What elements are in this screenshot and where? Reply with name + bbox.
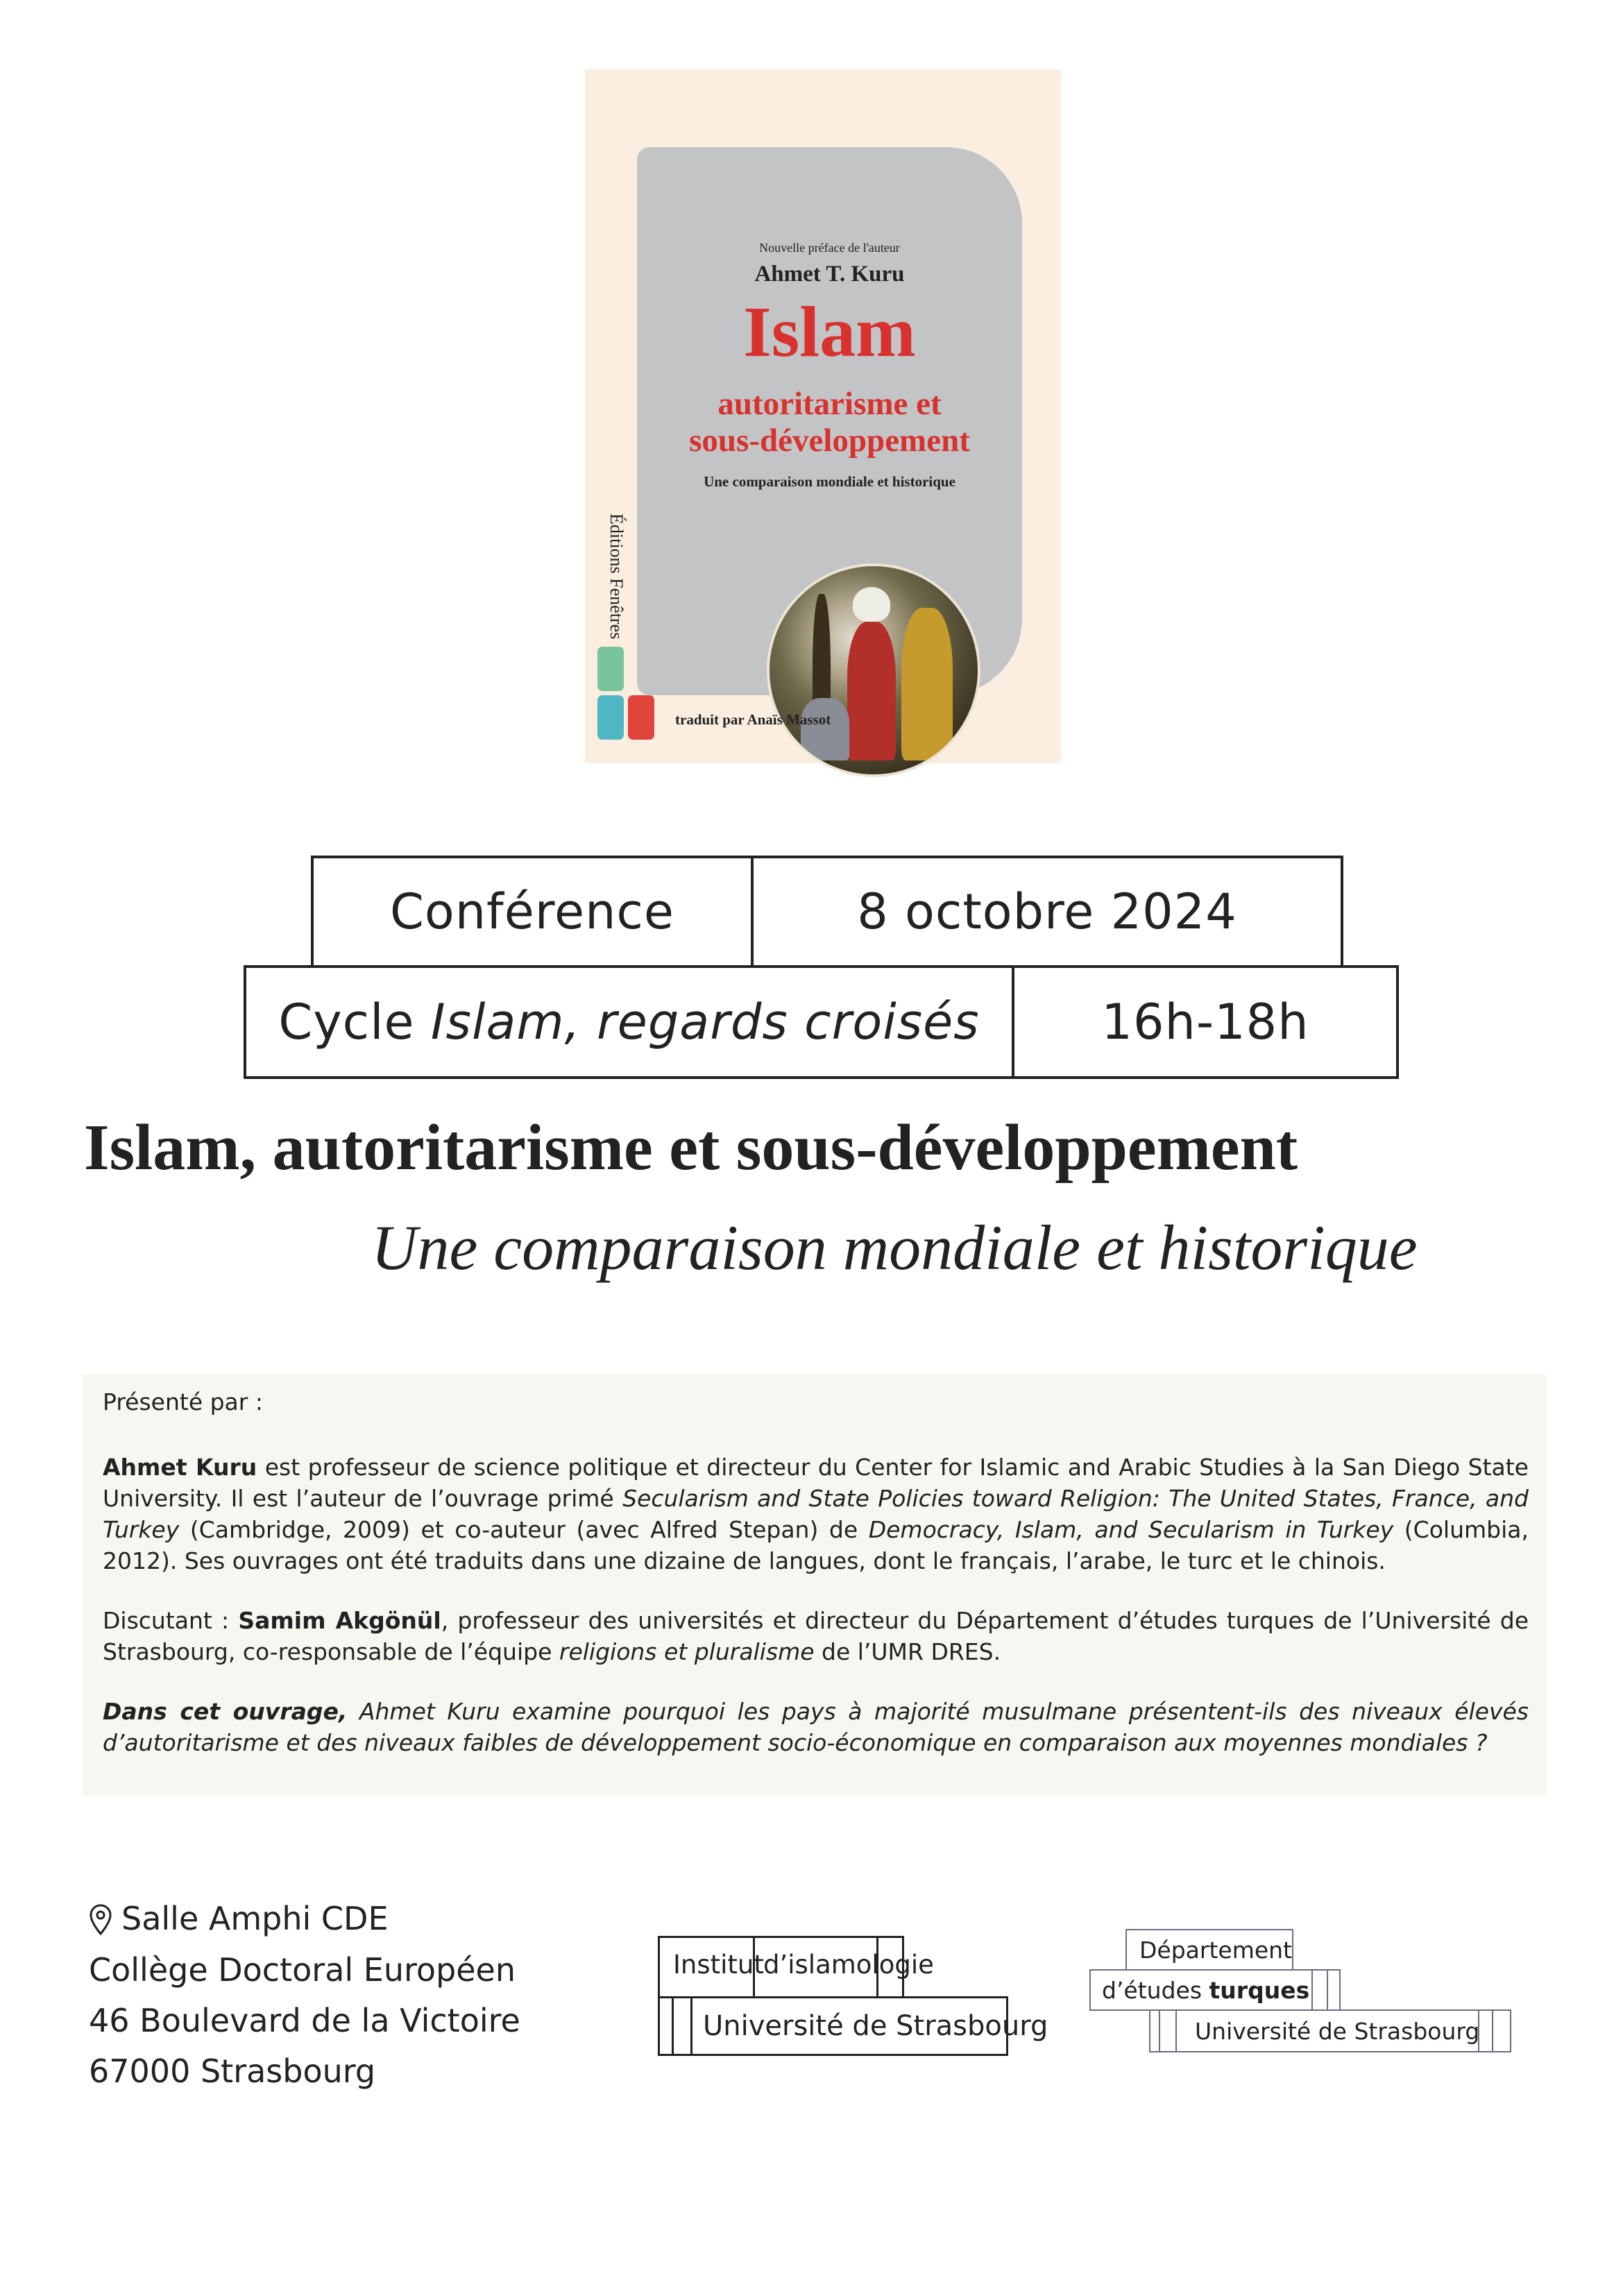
address-line-1: Salle Amphi CDE [121,1900,389,1937]
speaker-book-1: Secularism and State Policies toward Religion: The United States, France, and Turkey [103,1485,1529,1543]
departement-etudes-turques-logo [1089,1929,1520,2061]
logo-box [1311,1969,1328,2011]
cover-publisher: Éditions Fenêtres [606,513,627,640]
question-paragraph [103,1696,1529,1758]
event-time: 16h-18h [1101,994,1309,1051]
cover-panel [637,147,1022,695]
event-cycle-box [244,965,1014,1079]
address-line-2: Collège Doctoral Européen [89,1951,516,1989]
speaker-paragraph [103,1452,1529,1576]
description-panel [82,1374,1546,1796]
question-lead: Dans cet ouvrage, [103,1698,348,1725]
presented-by: Présenté par : [103,1388,263,1415]
event-cycle-prefix: Cycle [278,994,431,1051]
institut-islamologie-logo [658,1936,1048,2061]
departement-university: Université de Strasbourg [1195,2018,1480,2045]
logo-box [1159,2009,1177,2052]
event-time-box [1012,965,1399,1079]
event-cycle-name: Islam, regards croisés [430,994,980,1051]
discussant-label: Discutant : [103,1607,239,1634]
main-title: Islam, autoritarisme et sous-développement [84,1112,1298,1184]
discussant-name: Samim Akgönül [238,1607,441,1634]
cover-tagline: Une comparaison mondiale et historique [704,473,955,490]
cover-title: Islam [743,292,916,372]
cover-subtitle-line2: sous-développement [689,423,970,459]
speaker-bio-2: (Cambridge, 2009) et co-auteur (avec Alfred Stepan) de [179,1516,869,1543]
cover-painting-medallion [767,563,980,777]
institut-university: Université de Strasbourg [703,2010,1048,2042]
logo-box [1478,2009,1493,2052]
event-type-box [311,856,754,968]
cover-translator: traduit par Anaïs Massot [675,711,831,728]
discussant-bio-1: , professeur des universités et directeur du Département d’études turques de l’Université de Strasbourg, co-responsable de l’équipe [103,1607,1529,1665]
departement-word: Département [1139,1937,1292,1964]
institut-word: Institut [673,1950,764,1980]
discussant-team: religions et pluralisme [559,1638,815,1665]
main-subtitle: Une comparaison mondiale et historique [371,1212,1418,1283]
cover-author: Ahmet T. Kuru [754,262,905,287]
address-line-4: 67000 Strasbourg [89,2052,376,2090]
address-line-3: 46 Boulevard de la Victoire [89,2002,520,2039]
event-date-box [751,856,1343,968]
speaker-bio-3: (Columbia, 2012). Ses ouvrages ont été traduits dans une dizaine de langues, dont le français, l’arabe, le turc et le chinois. [103,1516,1529,1574]
cover-subtitle-line1: autoritarisme et [717,386,942,422]
question-text: Ahmet Kuru examine pourquoi les pays à majorité musulmane présentent-ils des niveaux élevés d’autoritarisme et des niveaux faibles de développement socio-économique en comparaison aux moyennes mondiales ? [103,1698,1529,1756]
turques-word: turques [1209,1977,1310,2004]
cover-preface: Nouvelle préface de l'auteur [759,241,900,255]
etudes-word: d’études [1102,1977,1209,2004]
discussant-paragraph [103,1605,1529,1667]
speaker-name: Ahmet Kuru [103,1454,257,1481]
publisher-logo-teal [597,695,624,740]
etudes-turques-line [1102,1977,1309,2004]
publisher-logo-green [597,647,624,691]
speaker-book-2: Democracy, Islam, and Secularism in Turkey [868,1516,1394,1543]
islamologie-word: d’islamologie [763,1950,934,1980]
event-cycle [278,994,979,1051]
discussant-bio-2: de l’UMR DRES. [814,1638,1001,1665]
event-date: 8 octobre 2024 [857,883,1237,940]
event-type: Conférence [389,883,674,940]
book-cover [585,69,1061,763]
publisher-logo-red [628,695,654,740]
speaker-bio-1: est professeur de science politique et directeur du Center for Islamic and Arabic Studies à la San Diego State University. Il est l’auteur de l’ouvrage primé [103,1454,1529,1512]
location-pin-icon [89,1903,112,1938]
logo-box [672,1996,692,2056]
